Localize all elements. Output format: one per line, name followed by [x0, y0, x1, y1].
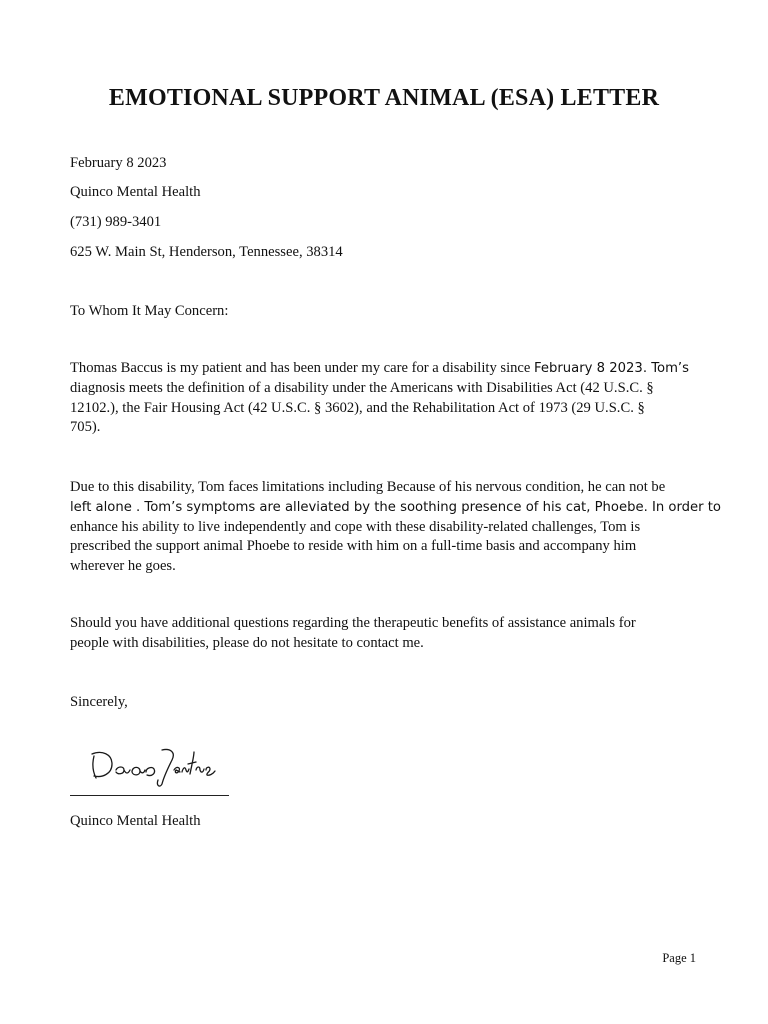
- date-field: February 8 2023: [534, 361, 643, 376]
- paragraph-line: 705).: [70, 419, 101, 436]
- paragraph-diagnosis: [70, 359, 698, 438]
- paragraph-line: wherever he goes.: [70, 558, 176, 575]
- symptoms-field: left alone . Tom’s symptoms are alleviated by the soothing presence of his cat, Phoebe: [70, 499, 644, 515]
- letter-title: EMOTIONAL SUPPORT ANIMAL (ESA) LETTER: [108, 85, 660, 111]
- sender-address: 625 W. Main St, Henderson, Tennessee, 38314: [70, 244, 343, 260]
- paragraph-line: 12102.), the Fair Housing Act (42 U.S.C. § 3602), and the Rehabilitation Act of 1973 (29 U.S.C. §: [70, 399, 645, 416]
- paragraph-line: left alone . Tom’s symptoms are alleviated by the soothing presence of his cat, Phoebe. In order to: [70, 499, 721, 515]
- paragraph-line: Thomas Baccus is my patient and has been under my care for a disability since February 8 2023. Tom’s: [70, 360, 689, 376]
- page-number: Page 1: [662, 951, 696, 965]
- signer-organization: Quinco Mental Health: [70, 813, 201, 829]
- handwritten-signature: [88, 742, 228, 790]
- signature-line: [70, 795, 229, 796]
- sender-organization: Quinco Mental Health: [70, 184, 201, 200]
- paragraph-line: prescribed the support animal Phoebe to reside with him on a full-time basis and accompany him: [70, 538, 637, 555]
- paragraph-line: Due to this disability, Tom faces limitations including Because of his nervous condition, he can not be: [70, 479, 666, 495]
- paragraph-line: diagnosis meets the definition of a disability under the Americans with Disabilities Act (42 U.S.C. §: [70, 379, 654, 396]
- paragraph-limitations: [70, 478, 721, 577]
- paragraph-line: people with disabilities, please do not hesitate to contact me.: [70, 634, 424, 651]
- paragraph-line: Should you have additional questions regarding the therapeutic benefits of assistance animals for: [70, 615, 636, 631]
- paragraph-contact: [70, 614, 698, 654]
- letter-date: February 8 2023: [70, 155, 167, 171]
- paragraph-line: enhance his ability to live independently and cope with these disability-related challenges, Tom is: [70, 518, 641, 535]
- closing: Sincerely,: [70, 694, 128, 710]
- sender-phone: (731) 989-3401: [70, 214, 162, 230]
- salutation: To Whom It May Concern:: [70, 303, 229, 319]
